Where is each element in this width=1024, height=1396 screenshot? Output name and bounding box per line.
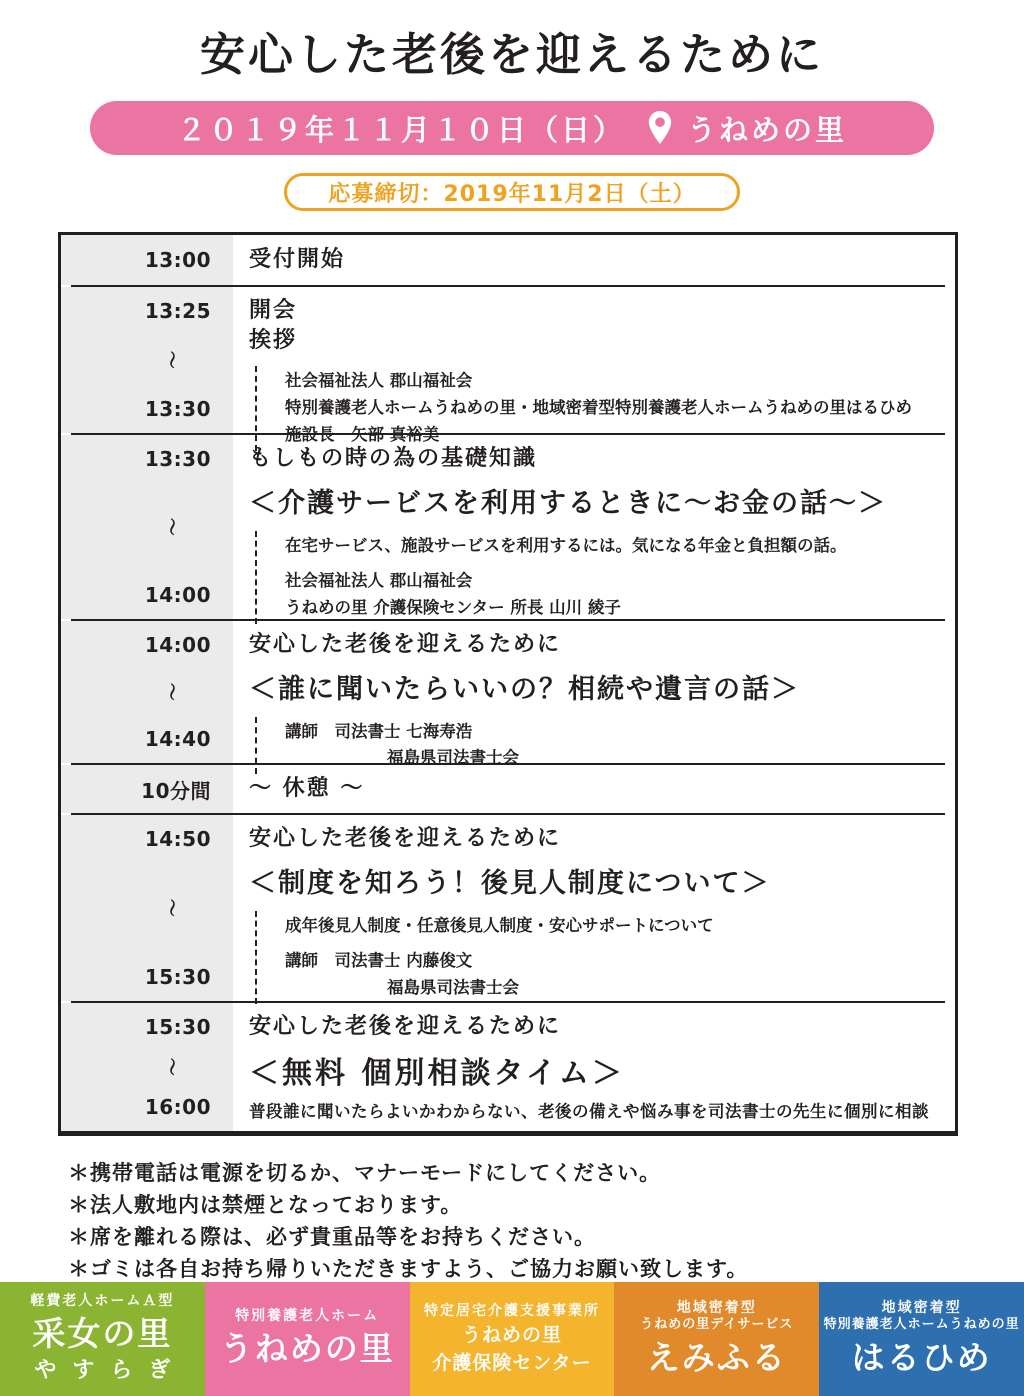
detail-line: 特別養護老人ホームうねめの里・地域密着型特別養護老人ホームうねめの里はるひめ — [285, 398, 912, 418]
schedule-table — [58, 232, 958, 1136]
session-title: 安心した老後を迎えるために — [249, 632, 562, 657]
time-end: 15:30 — [144, 965, 211, 989]
application-deadline-badge — [284, 173, 740, 211]
facility-block-yasuragi — [0, 1282, 205, 1396]
content-cell — [233, 815, 955, 1001]
note-item: ＊法人敷地内は禁煙となっております。 — [68, 1192, 463, 1217]
session-title: 開会 — [249, 298, 298, 323]
schedule-row-opening — [61, 287, 955, 444]
event-date: ２０１９年１１月１０日（日） — [176, 112, 625, 147]
session-footnote: 普段誰に聞いたらよいかわからない、老後の備えや悩み事を司法書士の先生に個別に相談 — [249, 1102, 929, 1121]
time-range-tilde: 〜 — [159, 898, 181, 918]
facility-name: うねめの里 — [461, 1324, 562, 1347]
detail-line: 在宅サービス、施設サービスを利用するには。気になる年金と負担額の話。 — [285, 535, 847, 555]
time-range-tilde: 〜 — [159, 350, 181, 370]
facility-type2: うねめの里デイサービス — [640, 1316, 794, 1332]
facility-footer — [0, 1282, 1024, 1396]
session-subtitle: ＜誰に聞いたらいいの？相続や遺言の話＞ — [249, 673, 800, 705]
time-range-tilde: 〜 — [159, 517, 181, 537]
facility-type: 特定居宅介護支援事業所 — [423, 1303, 600, 1320]
notes-list — [68, 1158, 748, 1286]
event-date-banner — [90, 101, 934, 155]
note-item: ＊ゴミは各自お持ち帰りいただきますよう、ご協力お願い致します。 — [68, 1256, 749, 1281]
session-title: 安心した老後を迎えるために — [249, 826, 562, 851]
time-cell — [61, 765, 233, 813]
detail-line: 講師 司法書士 七海寿浩 — [285, 721, 473, 741]
time-start: 13:25 — [144, 299, 211, 323]
time-start: 14:00 — [144, 633, 211, 657]
schedule-row-break — [61, 765, 955, 813]
content-cell — [233, 235, 955, 285]
schedule-row-inheritance — [61, 621, 955, 768]
time-end: 14:00 — [144, 583, 211, 607]
time-cell — [61, 235, 233, 285]
facility-type: 地域密着型 — [881, 1299, 962, 1316]
content-cell — [233, 765, 955, 813]
facility-block-unemenosato — [205, 1282, 410, 1396]
time-end: 13:30 — [144, 397, 211, 421]
facility-subname: 介護保険センター — [432, 1352, 592, 1375]
time-start: 13:30 — [144, 447, 211, 471]
detail-line: 社会福祉法人 郡山福祉会 — [285, 371, 473, 391]
event-location: うねめの里 — [687, 112, 848, 147]
time-range-tilde: 〜 — [159, 1057, 181, 1077]
detail-line: うねめの里 介護保険センター 所長 山川 綾子 — [285, 598, 621, 618]
detail-line: 成年後見人制度・任意後見人制度・安心サポートについて — [285, 915, 714, 935]
time-duration: 10分間 — [141, 778, 211, 803]
facility-name: はるひめ — [851, 1337, 992, 1377]
facility-type: 軽費老人ホームＡ型 — [30, 1293, 175, 1310]
facility-name: 采女の里 — [32, 1314, 173, 1354]
detail-line: 施設長 矢部 真裕美 — [285, 424, 440, 444]
facility-type: 地域密着型 — [676, 1299, 757, 1316]
detail-line: 福島県司法書士会 — [387, 748, 519, 768]
facility-type2: 特別養護老人ホームうねめの里 — [823, 1316, 1020, 1332]
deadline-label: 応募締切：2019年11月2日（土） — [328, 181, 696, 207]
page-title: 安心した老後を迎えるために — [199, 28, 824, 81]
location-pin-icon — [647, 111, 673, 145]
session-title: 安心した老後を迎えるために — [249, 1014, 562, 1039]
content-cell — [233, 1003, 955, 1131]
note-item: ＊席を離れる際は、必ず貴重品等をお持ちください。 — [68, 1224, 596, 1249]
time-start: 13:00 — [144, 248, 211, 272]
schedule-row-reception — [61, 235, 955, 285]
session-detail — [255, 531, 941, 624]
time-cell — [61, 815, 233, 1001]
time-end: 14:40 — [144, 727, 211, 751]
time-end: 16:00 — [144, 1095, 211, 1119]
schedule-row-consultation — [61, 1003, 955, 1131]
content-cell — [233, 621, 955, 768]
session-subtitle: ＜無料 個別相談タイム＞ — [249, 1055, 625, 1091]
facility-name: うねめの里 — [219, 1329, 395, 1369]
time-range-tilde: 〜 — [159, 682, 181, 702]
time-cell — [61, 435, 233, 619]
facility-name: えみふる — [646, 1337, 787, 1377]
facility-block-emifuru — [614, 1282, 819, 1396]
note-item: ＊携帯電話は電源を切るか、マナーモードにしてください。 — [68, 1161, 662, 1185]
time-start: 14:50 — [144, 827, 211, 851]
session-title: もしもの時の為の基礎知識 — [249, 446, 538, 471]
facility-block-kaigohoken-center — [410, 1282, 615, 1396]
session-detail — [255, 911, 941, 1004]
detail-line: 講師 司法書士 内藤俊文 — [285, 951, 473, 971]
session-subtitle: ＜介護サービスを利用するときに～お金の話～＞ — [249, 487, 887, 519]
session-title: ～ 休憩 ～ — [249, 776, 365, 802]
session-title: 受付開始 — [249, 247, 346, 273]
detail-line: 社会福祉法人 郡山福祉会 — [285, 571, 473, 591]
time-cell — [61, 621, 233, 763]
detail-line: 福島県司法書士会 — [387, 978, 519, 998]
session-title: 挨拶 — [249, 327, 298, 353]
time-cell — [61, 1003, 233, 1131]
time-start: 15:30 — [144, 1015, 211, 1039]
facility-type: 特別養護老人ホーム — [235, 1307, 380, 1324]
time-cell — [61, 287, 233, 433]
session-subtitle: ＜制度を知ろう！後見人制度について＞ — [249, 867, 771, 899]
facility-block-haruhime — [819, 1282, 1024, 1396]
content-cell — [233, 287, 955, 444]
schedule-row-basics — [61, 435, 955, 619]
content-cell — [233, 435, 955, 619]
facility-subname: やすらぎ — [34, 1358, 187, 1384]
schedule-row-guardianship — [61, 815, 955, 1001]
